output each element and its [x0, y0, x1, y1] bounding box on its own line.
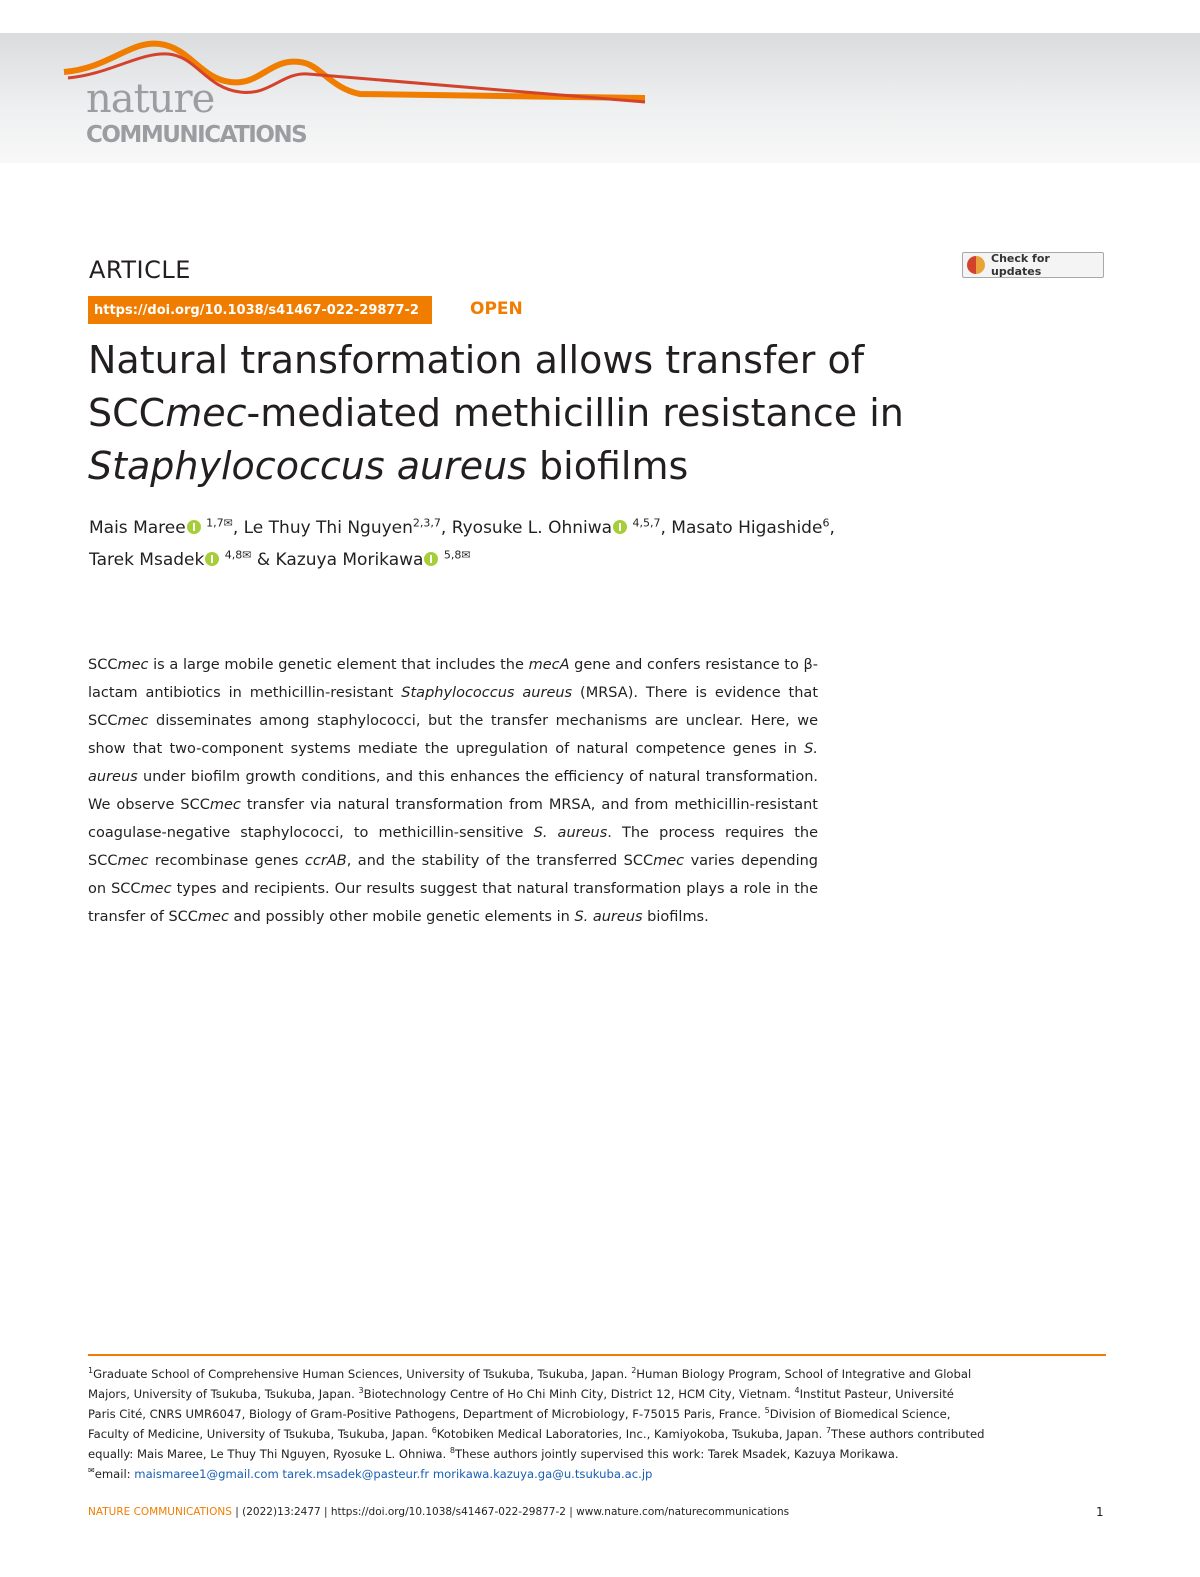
- affiliation-line: equally: Mais Maree, Le Thuy Thi Nguyen, Ryosuke L. Ohniwa. $^8$These authors jointly supervised this work: Tarek Msadek, Kazuya Morikawa.: [88, 1446, 899, 1461]
- affiliation-line: Majors, University of Tsukuba, Tsukuba, Japan. $^3$Biotechnology Centre of Ho Chi Minh City, District 12, HCM City, Vietnam. $^4$Institut Pasteur, Université: [88, 1386, 954, 1401]
- author-list: Mais Maree $^{1,7✉}$, Le Thuy Thi Nguyen$^{2,3,7}$, Ryosuke L. Ohniwa $^{4,5,7}$, Masato Higashide$^6$, Tarek Msadek $^{4,8✉}$ & Kazuya Morikawa $^{5,8✉}$: [89, 516, 835, 570]
- orcid-icon[interactable]: [613, 520, 627, 534]
- affiliations-footnotes: [88, 1354, 1106, 1484]
- email-line: ✉email: maismaree1@gmail.com tarek.msadek@pasteur.fr morikawa.kazuya.ga@u.tsukuba.ac.jp: [88, 1466, 653, 1481]
- author-name[interactable]: Tarek Msadek: [89, 550, 205, 570]
- orcid-icon[interactable]: [205, 552, 219, 566]
- orcid-icon[interactable]: [424, 552, 438, 566]
- open-access-label: OPEN: [470, 299, 523, 319]
- logo-nature-text: nature: [86, 76, 215, 122]
- title-line-2: SCCmec-mediated methicillin resistance in: [88, 391, 904, 435]
- affiliation-line: Faculty of Medicine, University of Tsukuba, Tsukuba, Japan. $^6$Kotobiken Medical Laboratories, Inc., Kamiyokoba, Tsukuba, Japan. $^7$These authors contributed: [88, 1426, 985, 1441]
- footer-journal-name: NATURE COMMUNICATIONS: [88, 1506, 232, 1518]
- doi-link[interactable]: https://doi.org/10.1038/s41467-022-29877-2: [88, 296, 432, 324]
- author-name[interactable]: & Kazuya Morikawa: [251, 550, 424, 570]
- check-for-updates-label: Check for updates: [991, 252, 1050, 278]
- author-name[interactable]: , Le Thuy Thi Nguyen: [232, 518, 413, 538]
- logo-communications-text: COMMUNICATIONS: [86, 122, 307, 148]
- footer-citation: | (2022)13:2477 | https://doi.org/10.1038/s41467-022-29877-2 | www.nature.com/naturecommunications: [231, 1506, 790, 1518]
- envelope-icon[interactable]: ✉: [242, 548, 252, 562]
- page-number: 1: [1096, 1505, 1104, 1519]
- envelope-icon[interactable]: ✉: [223, 516, 233, 530]
- article-type-label: ARTICLE: [89, 256, 191, 284]
- affiliation-line: $^1$Graduate School of Comprehensive Human Sciences, University of Tsukuba, Tsukuba, Japan. $^2$Human Biology Program, School of Integrative and Global: [88, 1366, 972, 1381]
- affiliation-line: Paris Cité, CNRS UMR6047, Biology of Gram-Positive Pathogens, Department of Microbiology, F-75015 Paris, France. $^5$Division of Biomedical Science,: [88, 1406, 951, 1421]
- abstract-paragraph: SCCmec is a large mobile genetic element that includes the mecA gene and confers resistance to β-lactam antibiotics in methicillin-resistant Staphylococcus aureus (MRSA). There is evidence that SCCmec disseminates among staphylococci, but the transfer mechanisms are unclear. Here, we show that two-component systems mediate the upregulation of natural competence genes in S. aureus under biofilm growth conditions, and this enhances the efficiency of natural transformation. We observe SCCmec transfer via natural transformation from MRSA, and from methicillin-resistant coagulase-negative staphylococci, to methicillin-sensitive S. aureus. The process requires the SCCmec recombinase genes ccrAB, and the stability of the transferred SCCmec varies depending on SCCmec types and recipients. Our results suggest that natural transformation plays a role in the transfer of SCCmec and possibly other mobile genetic elements in S. aureus biofilms.: [88, 657, 819, 925]
- email-link[interactable]: morikawa.kazuya.ga@u.tsukuba.ac.jp: [432, 1467, 653, 1481]
- title-line-1: Natural transformation allows transfer of: [88, 338, 865, 382]
- author-name[interactable]: , Masato Higashide: [660, 518, 823, 538]
- envelope-icon: ✉: [88, 1466, 95, 1476]
- envelope-icon[interactable]: ✉: [461, 548, 471, 562]
- page-footer: [88, 1506, 1106, 1518]
- email-link[interactable]: tarek.msadek@pasteur.fr: [282, 1467, 430, 1481]
- author-name[interactable]: Mais Maree: [89, 518, 186, 538]
- author-name[interactable]: , Ryosuke L. Ohniwa: [440, 518, 613, 538]
- title-line-3: Staphylococcus aureus biofilms: [88, 444, 689, 488]
- email-link[interactable]: maismaree1@gmail.com: [134, 1467, 279, 1481]
- check-for-updates-button[interactable]: [962, 252, 1104, 278]
- article-title: [88, 334, 988, 493]
- orcid-icon[interactable]: [187, 520, 201, 534]
- crossmark-icon: [967, 256, 985, 274]
